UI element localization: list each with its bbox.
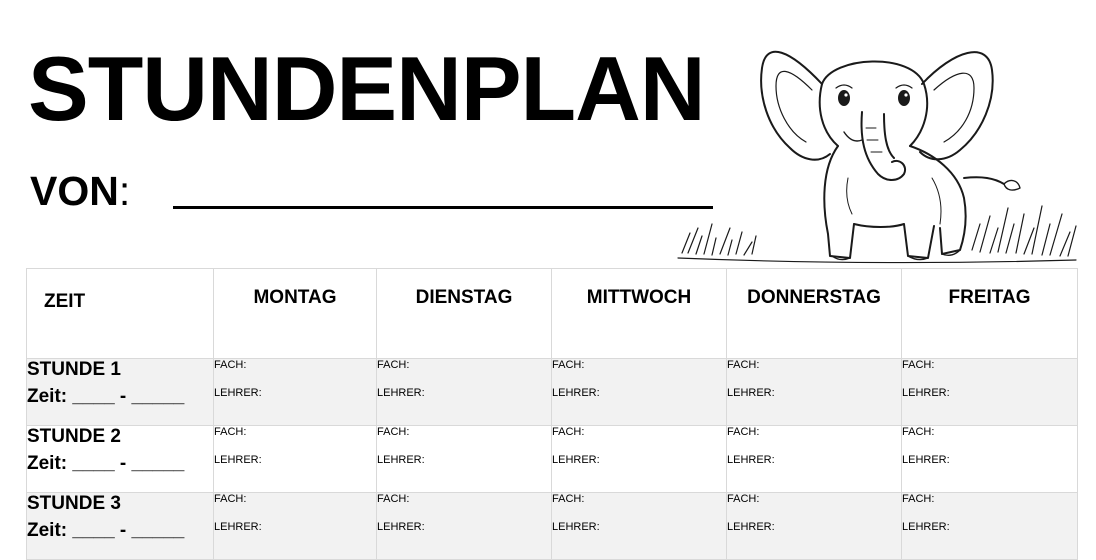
fach-label: FACH: <box>902 493 935 505</box>
lehrer-label: LEHRER: <box>214 387 262 399</box>
owner-label-colon: : <box>118 168 131 214</box>
fach-label: FACH: <box>552 426 585 438</box>
lesson-cell <box>377 426 552 493</box>
slot-title: STUNDE 2 <box>27 426 121 447</box>
lehrer-label: LEHRER: <box>552 387 600 399</box>
lehrer-label: LEHRER: <box>727 521 775 533</box>
fach-label: FACH: <box>902 426 935 438</box>
slot-cell <box>27 359 214 426</box>
lehrer-label: LEHRER: <box>377 454 425 466</box>
table-row <box>27 493 1078 560</box>
header-row <box>27 269 1078 359</box>
schedule-table <box>26 268 1078 560</box>
slot-title: STUNDE 1 <box>27 359 121 380</box>
fach-label: FACH: <box>727 493 760 505</box>
fach-label: FACH: <box>214 426 247 438</box>
elephant-icon <box>672 28 1082 270</box>
lesson-cell <box>214 426 377 493</box>
column-header-dienstag: DIENSTAG <box>377 269 552 359</box>
lehrer-label: LEHRER: <box>377 521 425 533</box>
lesson-cell <box>727 359 902 426</box>
column-header-montag: MONTAG <box>214 269 377 359</box>
lesson-cell <box>377 493 552 560</box>
lehrer-label: LEHRER: <box>214 521 262 533</box>
lehrer-label: LEHRER: <box>727 387 775 399</box>
lesson-cell <box>377 359 552 426</box>
owner-name-line <box>173 206 713 209</box>
lesson-cell <box>214 359 377 426</box>
column-header-zeit: ZEIT <box>27 269 214 359</box>
lesson-cell <box>727 426 902 493</box>
lesson-cell <box>902 493 1078 560</box>
column-header-mittwoch: MITTWOCH <box>552 269 727 359</box>
lehrer-label: LEHRER: <box>902 521 950 533</box>
owner-label <box>30 168 130 214</box>
fach-label: FACH: <box>377 493 410 505</box>
lesson-cell <box>552 426 727 493</box>
lehrer-label: LEHRER: <box>552 454 600 466</box>
slot-time: Zeit: ____ - _____ <box>27 520 185 541</box>
lesson-cell <box>902 426 1078 493</box>
lesson-cell <box>552 493 727 560</box>
fach-label: FACH: <box>727 426 760 438</box>
lesson-cell <box>727 493 902 560</box>
lehrer-label: LEHRER: <box>902 454 950 466</box>
slot-title: STUNDE 3 <box>27 493 121 514</box>
fach-label: FACH: <box>552 493 585 505</box>
table-row <box>27 426 1078 493</box>
fach-label: FACH: <box>214 493 247 505</box>
lehrer-label: LEHRER: <box>902 387 950 399</box>
fach-label: FACH: <box>377 426 410 438</box>
column-header-donnerstag: DONNERSTAG <box>727 269 902 359</box>
fach-label: FACH: <box>214 359 247 371</box>
column-header-freitag: FREITAG <box>902 269 1078 359</box>
fach-label: FACH: <box>727 359 760 371</box>
lesson-cell <box>552 359 727 426</box>
lehrer-label: LEHRER: <box>377 387 425 399</box>
owner-label-text: VON <box>30 168 119 214</box>
fach-label: FACH: <box>552 359 585 371</box>
fach-label: FACH: <box>377 359 410 371</box>
slot-cell <box>27 426 214 493</box>
lesson-cell <box>214 493 377 560</box>
table-row <box>27 359 1078 426</box>
slot-cell <box>27 493 214 560</box>
fach-label: FACH: <box>902 359 935 371</box>
lehrer-label: LEHRER: <box>214 454 262 466</box>
lehrer-label: LEHRER: <box>552 521 600 533</box>
page-title: STUNDENPLAN <box>28 39 705 140</box>
lesson-cell <box>902 359 1078 426</box>
slot-time: Zeit: ____ - _____ <box>27 453 185 474</box>
lehrer-label: LEHRER: <box>727 454 775 466</box>
slot-time: Zeit: ____ - _____ <box>27 386 185 407</box>
